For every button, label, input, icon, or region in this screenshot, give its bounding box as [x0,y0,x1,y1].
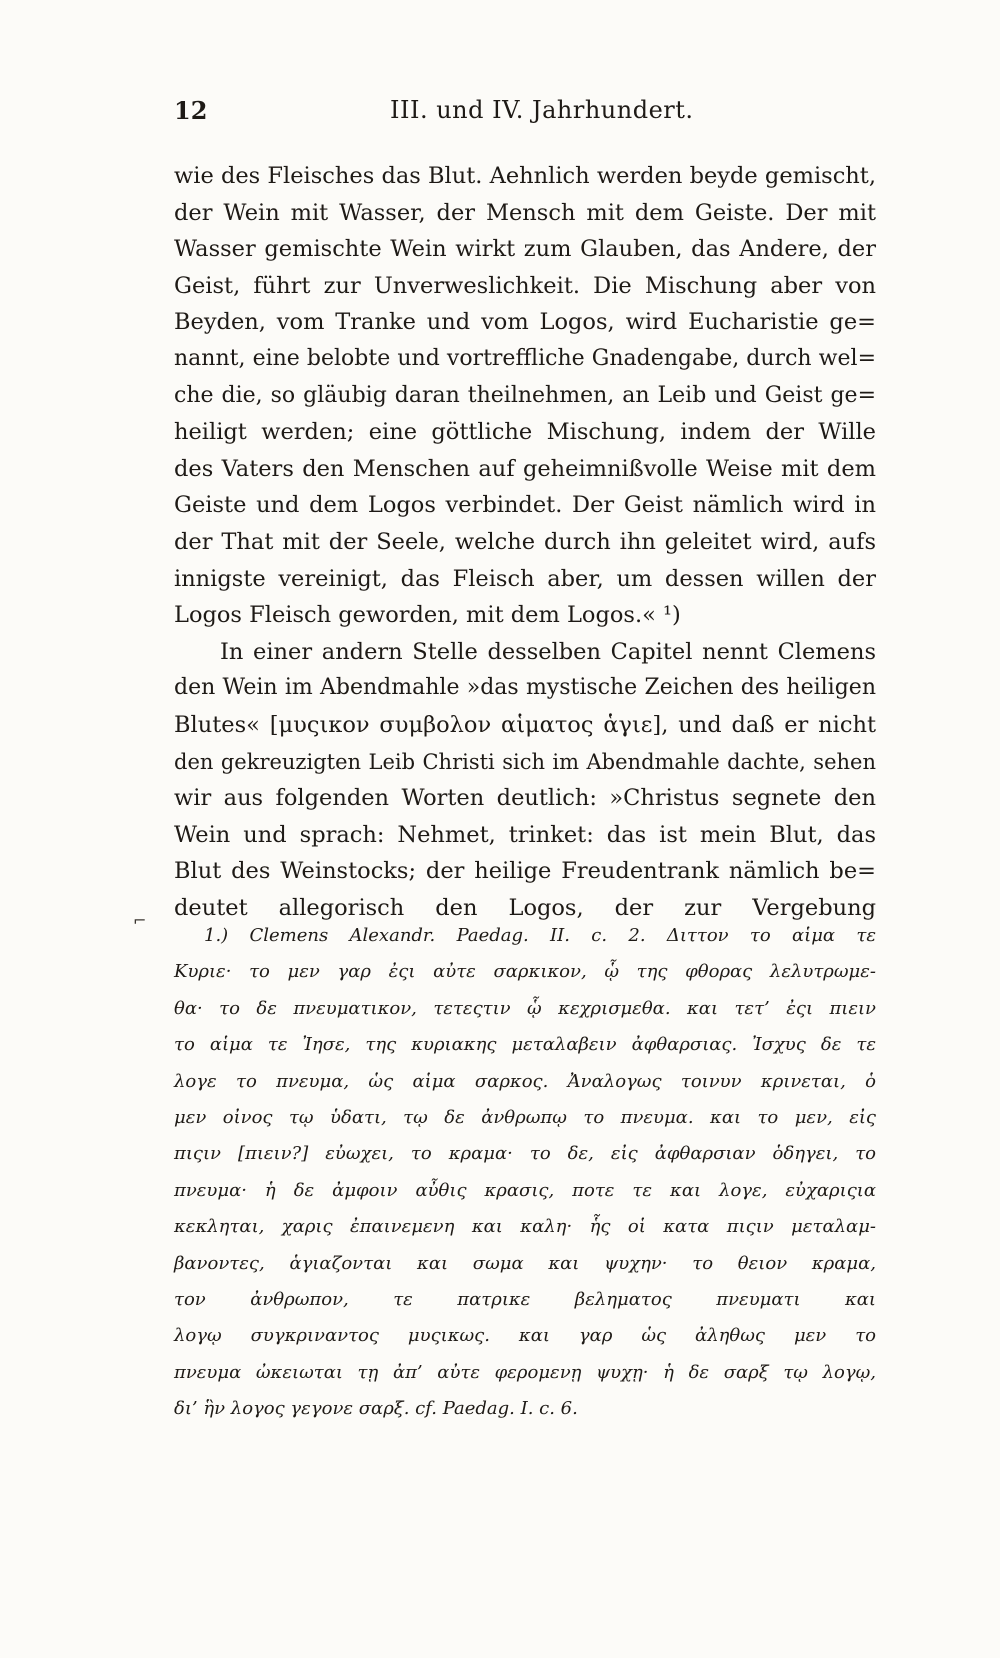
text-line: den gekreuzigten Leib Christi sich im Abendmahle dachte, sehen [174,749,876,774]
text-line: Wein und sprach: Nehmet, trinket: das ist mein Blut, das [174,821,876,848]
footnote-line: λογῳ συγκριναντος μυςικως. και γαρ ὡς ἀληθως μεν το [174,1325,876,1347]
text-line: wir aus folgenden Worten deutlich: »Christus segnete den [174,785,876,812]
footnote-line: 1.) Clemens Alexandr. Paedag. II. c. 2. Διττον το αἱμα τε [204,925,876,946]
text-line: Wasser gemischte Wein wirkt zum Glauben, das Andere, der [174,236,876,263]
stray-mark: ⌐ [133,911,147,930]
text-line: Geiste und dem Logos verbindet. Der Geist nämlich wird in [174,492,876,519]
footnote-line: θα· το δε πνευματικον, τετεςτιν ᾧ κεχρισμεθα. και τετ’ ἐςι πιειν [174,997,876,1019]
running-head: III. und IV. Jahrhundert. [390,96,694,124]
text-line: der That mit der Seele, welche durch ihn geleitet wird, aufs [174,528,876,555]
text-line: der Wein mit Wasser, der Mensch mit dem Geiste. Der mit [174,199,876,226]
page-number: 12 [174,96,208,125]
text-line: che die, so gläubig daran theilnehmen, an Leib und Geist ge= [174,382,876,408]
text-line: den Wein im Abendmahle »das mystische Zeichen des heiligen [174,675,876,701]
text-line: wie des Fleisches das Blut. Aehnlich werden beyde gemischt, [174,163,876,189]
text-line: innigste vereinigt, das Fleisch aber, um dessen willen der [174,565,876,592]
footnote-line: πιςιν [πιειν?] εὐωχει, το κραμα· το δε, εἰς ἀφθαρσιαν ὁδηγει, το [174,1143,876,1165]
text-line: Blutes« [μυςικον συμβολον αἱματος ἁγιε], und daß er nicht [174,711,876,738]
footnote-line: πνευμα· ἡ δε ἀμφοιν αὖθις κρασις, ποτε τε και λογε, εὐχαριςια [174,1179,876,1201]
footnote-line: κεκληται, χαρις ἐπαινεμενη και καλη· ἧς οἱ κατα πιςιν μεταλαμ- [174,1216,876,1238]
text-line: Logos Fleisch geworden, mit dem Logos.« ¹) [174,602,681,629]
text-line: deutet allegorisch den Logos, der zur Vergebung [174,894,876,921]
text-line: In einer andern Stelle desselben Capitel nennt Clemens [220,638,876,665]
text-line: Beyden, vom Tranke und vom Logos, wird Eucharistie ge= [174,309,876,336]
footnote-line: μεν οἰνος τῳ ὑδατι, τῳ δε ἀνθρωπῳ το πνευμα. και το μεν, εἰς [174,1106,876,1128]
footnote-line: το αἱμα τε Ἰησε, της κυριακης μεταλαβειν ἀφθαρσιας. Ἰσχυς δε τε [174,1034,876,1056]
footnote-line: τον ἀνθρωπον, τε πατρικε βεληματος πνευματι και [174,1288,876,1310]
text-line: des Vaters den Menschen auf geheimnißvolle Weise mit dem [174,455,876,482]
text-line: Geist, führt zur Unverweslichkeit. Die Mischung aber von [174,272,876,299]
page-header [174,96,874,136]
footnote-line: πνευμα ὠκειωται τῃ ἀπ’ αὐτε φερομενῃ ψυχῃ· ἡ δε σαρξ τῳ λογῳ, [174,1361,876,1383]
text-line: nannt, eine belobte und vortreffliche Gnadengabe, durch wel= [174,345,876,371]
footnote-line: βανοντες, ἁγιαζονται και σωμα και ψυχην· το θειον κραμα, [174,1252,876,1274]
footnote-line: λογε το πνευμα, ὡς αἱμα σαρκος. Ἀναλογως τοινυν κρινεται, ὁ [174,1070,876,1092]
footnote [174,918,876,1427]
footnote-line: δι’ ἣν λογος γεγονε σαρξ. cf. Paedag. I. c. 6. [174,1398,578,1420]
main-text [174,158,876,926]
text-line: Blut des Weinstocks; der heilige Freudentrank nämlich be= [174,858,876,885]
footnote-line: Κυριε· το μεν γαρ ἐςι αὐτε σαρκικον, ᾧ της φθορας λελυτρωμε- [174,961,876,983]
text-line: heiligt werden; eine göttliche Mischung, indem der Wille [174,419,876,446]
